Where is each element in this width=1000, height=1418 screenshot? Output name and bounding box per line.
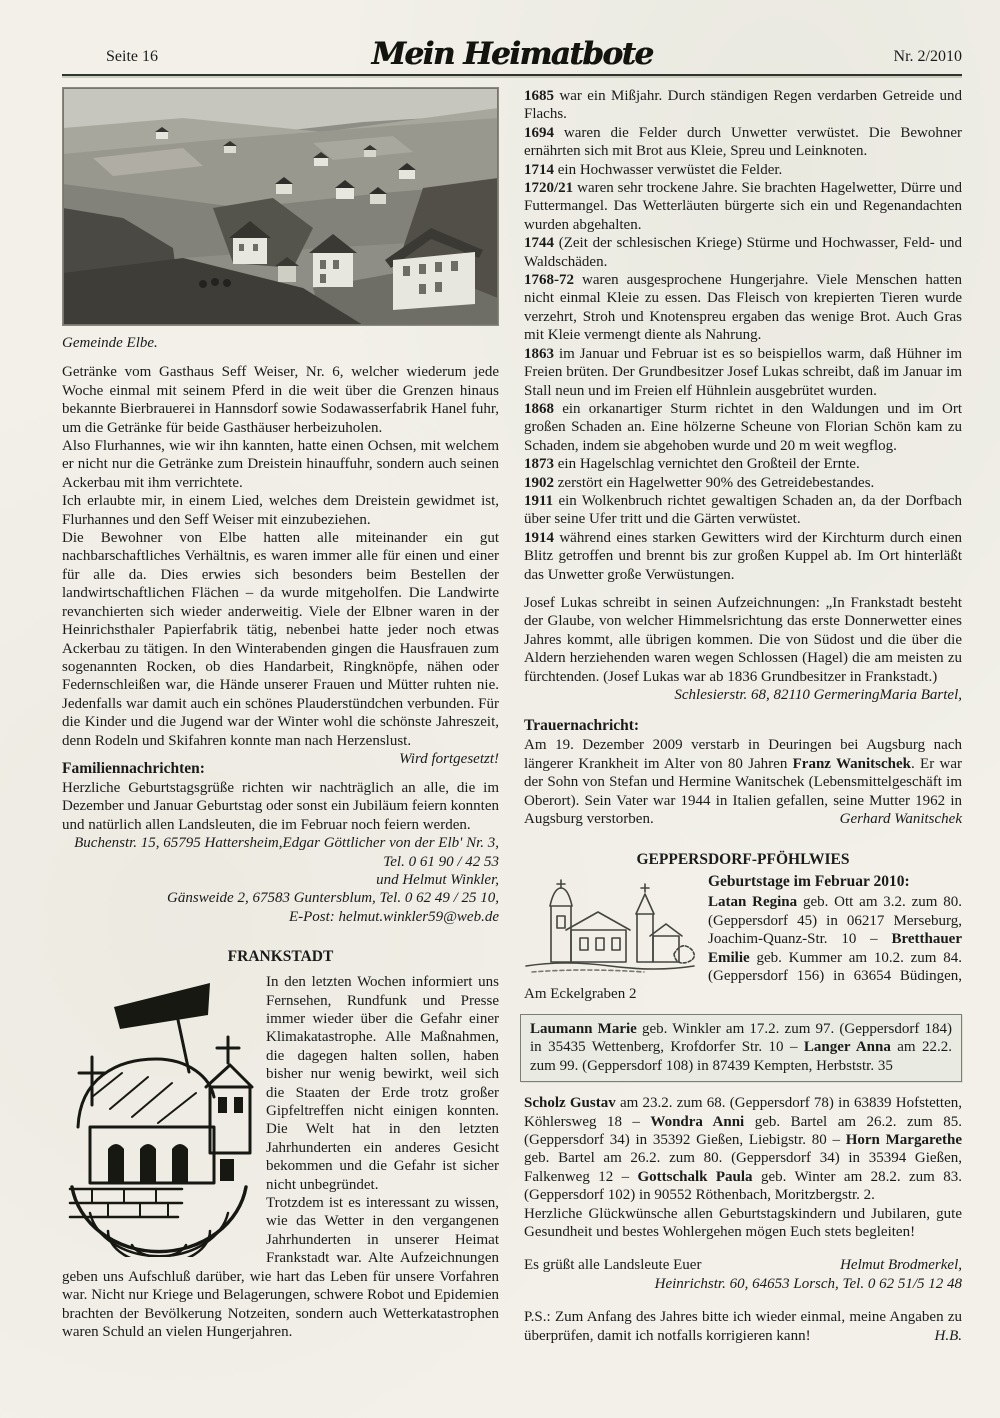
- article-paragraph: In den letzten Wochen informiert uns Fernsehen, Rundfunk und Presse immer wieder über die Gefahr einer Klimakatastrophe. Alle Maßnahmen, die dagegen halten sollen, haben bisher nur wenig bewirkt, weil sich die Staaten der Erde trotz großer Gipfeltreffen nicht einigen konnten. Die Welt hat in den letzten Jahrhunderten ein anderes Gesicht bekommen und die Gefahr ist sicher nicht unbegründet.: [266, 974, 499, 1193]
- chronicle-year: 1868: [524, 400, 554, 417]
- chronicle-text: (Zeit der schlesischen Kriege) Stürme und Hochwasser, Feld- und Waldschäden.: [524, 235, 962, 270]
- village-photo-illustration: [63, 88, 498, 325]
- signature-line: E-Post: helmut.winkler59@web.de: [288, 908, 499, 925]
- geppersdorf-heading: GEPPERSDORF-PFÖHLWIES: [636, 851, 850, 869]
- wishes-paragraph: Herzliche Glückwünsche allen Geburtstagskindern und Jubilaren, gute Gesundheit und bestes Wohlergehen mögen Euch stets begleiten!: [524, 1205, 962, 1240]
- chronicle-text: ein orkanartiger Sturm richtet in den Waldungen und im Ort großen Schaden an. Eine hölzerne Scheune von Florian Schön kam zu Schaden, indem sie abgehoben wurde und 20 m weit wegflog.: [524, 400, 962, 454]
- signature-line: und Helmut Winkler,: [376, 871, 499, 888]
- familien-heading: Familiennachrichten:: [62, 759, 205, 777]
- continued-note: Wird fortgesetzt!: [399, 750, 499, 767]
- signature-line: Buchenstr. 15, 65795 Hattersheim, Tel. 0 61 90 / 42 53: [74, 835, 499, 870]
- photo-caption: Gemeinde Elbe.: [62, 335, 158, 351]
- birthdays-boxed-paragraph: Laumann Marie geb. Winkler am 17.2. zum 97. (Geppersdorf 184) in 35435 Wettenberg, Krofdorfer Str. 10 – Langer Anna am 22.2. zum 99. (Geppersdorf 108) in 87439 Kempten, Herbststr. 35: [530, 1020, 953, 1074]
- paragraph-text: Die Bewohner von Elbe hatten alle miteinander ein gut nachbarschaftliches Verhältnis, es waren immer alle für einen und einer für alle da. Dies erwies sich besonders beim Bestellen der landwirtschaftlichen Flächen – da wurde mitgeholfen. Die Landwirte revanchierten sich wieder anderweitig. Viele der Elbner waren in der Heinrichsthaler Papierfabrik tätig, nebenbei hatte jeder noch etwas Ackerbau zu tätigen. In den Winterabenden gingen die Hausfrauen zum sogenannten Rocken, ob dies Handarbeit, Ringknöpfe, nähen oder Federnschleißen war, die Hände unserer Frauen und Mütter ruhten nie. Jedenfalls war damit auch ein schönes Plauderstündchen verbunden. Für die Kinder und die Jugend war der Winter wohl die schönste Jahreszeit, denn Rodeln und Skifahren konnte man nach Herzenslust.: [62, 530, 499, 749]
- closing-line: [524, 1256, 962, 1274]
- article-paragraph: Ich erlaubte mir, in einem Lied, welches dem Dreistein gewidmet ist, Flurhannes und den Seff Weiser mit einzubeziehen.: [62, 493, 499, 528]
- chronicle-entry: [524, 161, 962, 179]
- page-number: Seite 16: [106, 48, 158, 65]
- signature-line: Maria Bartel,: [879, 687, 962, 703]
- chronicle-entry: [524, 179, 962, 234]
- chronicle-text: ein Hochwasser verwüstet die Felder.: [554, 161, 783, 178]
- ps-initials: H.B.: [934, 1327, 962, 1344]
- chronicle-entry: [524, 400, 962, 455]
- right-column: [524, 87, 962, 1345]
- masthead-title: Mein Heimatbote: [371, 36, 653, 72]
- geppersdorf-section: [524, 872, 962, 1003]
- frankstadt-crest-drawing: [62, 977, 254, 1257]
- chronicle-entry: [524, 234, 962, 271]
- chronicle-text: war ein Mißjahr. Durch ständigen Regen verdarben Getreide und Flachs.: [524, 88, 962, 123]
- chronicle-entry: [524, 529, 962, 584]
- chronicle-entry: [524, 124, 962, 161]
- chronicle-entry: [524, 87, 962, 124]
- issue-number: Nr. 2/2010: [893, 48, 962, 65]
- article-paragraph: Getränke vom Gasthaus Seff Weiser, Nr. 6, welcher wiederum jede Woche einmal mit seinem Pferd in die weit über die Grenzen hinaus bekannte Bierbrauerei in Hannsdorf sowie Sodawasserfabrik Hanel fuhr, um die Getränke für beide Gasthäuser herbeizuholen.: [62, 364, 499, 436]
- chronicle-year: 1714: [524, 161, 554, 178]
- newspaper-page: [62, 0, 962, 1345]
- chronicle-year: 1685: [524, 88, 554, 104]
- signature-line: Schlesierstr. 68, 82110 Germering: [674, 687, 880, 703]
- chronicle-text: im Januar und Februar ist es so beispiellos warm, daß Hühner im Freien brüten. Der Grundbesitzer Josef Lukas schreibt, daß im Januar im Stall neun und im Freien elf Hühnlein ausgebrütet wurden.: [524, 345, 962, 399]
- signature-line: Gänsweide 2, 67583 Guntersblum, Tel. 0 62 49 / 25 10,: [167, 890, 499, 907]
- chronicle-year: 1863: [524, 345, 554, 362]
- left-column: [62, 87, 499, 1345]
- chronicle-entry: [524, 474, 962, 492]
- chronicle-text: ein Hagelschlag vernichtet den Großteil der Ernte.: [554, 456, 860, 473]
- signature-line: Gerhard Wanitschek: [839, 811, 962, 828]
- article-paragraph: Also Flurhannes, wie wir ihn kannten, hatte einen Ochsen, mit welchem er nicht nur die Getränke zum Dreistein hinauffuhr, sondern auch seinen Ackerbau mit ihm verrichtete.: [62, 438, 499, 491]
- signature-line: Edgar Göttlicher von der Elb' Nr. 3,: [282, 835, 499, 852]
- paragraph-text: Josef Lukas schreibt in seinen Aufzeichnungen: „In Frankstadt besteht der Glaube, von welcher Himmelsrichtung das erste Donnerwetter eines Jahres kommt, alle übrigen kommen. Die von Südost und die über die Aldern herziehenden waren wegen Schlossen (Hagel) die am meisten zu fürchtenden. (Josef Lukas war ab 1836 Grundbesitzer in Frankstadt.): [524, 594, 962, 685]
- chronicle-year: 1873: [524, 456, 554, 473]
- highlight-box: [520, 1014, 962, 1082]
- chronicle-text: während eines starken Gewitters wird der Kirchturm durch einen Blitz getroffen und brennt bis zur großen Kuppel ab. Im Ort hinterläßt das Unwetter große Verwüstungen.: [524, 529, 962, 583]
- article-paragraph: Trotzdem ist es interessant zu wissen, wie das Wetter in den vergangenen Jahrhunderten in unserer Heimat Frankstadt war. Alte Aufzeichnungen geben uns Aufschluß darüber, wie hart das Leben für unsere Vorfahren war. Nicht nur Kriege und Belagerungen, schwere Robot und Epidemien brachten der Bevölkerung Notzeiten, sondern auch Wetterkatastrophen waren Schuld an vielen Hungerjahren.: [62, 1195, 499, 1340]
- chronicle-text: waren ausgesprochene Hungerjahre. Viele Menschen hatten nicht einmal Kleie zu essen. Das Fleisch von krepierten Tieren wurde verzehrt, Stroh und Knotenspreu ergaben das wenige Brot. Auch Gras mit Kleie vermengt diente als Nahrung.: [524, 272, 962, 344]
- signature-line: Helmut Brodmerkel,: [840, 1257, 962, 1274]
- chronicle-text: waren die Felder durch Unwetter verwüstet. Die Bewohner ernährten sich mit Brot aus Kleie, Spreu und Leinknoten.: [524, 124, 962, 160]
- chronicle-year: 1902: [524, 474, 554, 491]
- trauer-heading: Trauernachricht:: [524, 717, 640, 735]
- chronicle-year: 1914: [524, 529, 554, 546]
- chronicle-year: 1911: [524, 492, 554, 509]
- chronicle-text: waren sehr trockene Jahre. Sie brachten Hagelwetter, Dürre und Futtermangel. Das Wetterläuten bürgerte sich ein und Regenandachten wurden abgehalten.: [524, 180, 962, 233]
- chronicle-year: 1720/21: [524, 180, 574, 197]
- birthdays-paragraph: Latan Regina geb. Ott am 3.2. zum 80. (Geppersdorf 45) in 06217 Merseburg, Joachim-Quanz-Str. 10 – Bretthauer Emilie geb. Kummer am 10.2. zum 84. (Geppersdorf 156) in 63654 Büdingen, Am Eckelgraben 2: [524, 894, 962, 1003]
- chronicle-year: 1744: [524, 235, 554, 252]
- paragraph-text: Am 19. Dezember 2009 verstarb in Deuringen bei Augsburg nach längerer Krankheit im Alter von 80 Jahren Franz Wanitschek. Er war der Sohn von Stefan und Hermine Wanitschek (Lebensmittelgeschäft im Oberort). Sein Vater war 1944 in Italien gefallen, seine Mutter 1962 in Augsburg verstorben.: [524, 737, 962, 828]
- geppersdorf-church-drawing: [524, 874, 696, 976]
- familien-body: [62, 779, 499, 852]
- frankstadt-section: [62, 973, 499, 1341]
- chronicle-text: ein Wolkenbruch richtet gewaltigen Schaden an, da der Dorfbach über seine Ufer tritt und die Gärten verwüstet.: [524, 492, 962, 528]
- article-paragraph: [62, 529, 499, 767]
- trauer-body: [524, 736, 962, 828]
- frankstadt-heading: FRANKSTADT: [227, 948, 334, 966]
- village-photo: [62, 87, 499, 326]
- chronicle-entry: [524, 345, 962, 400]
- page-header: [62, 0, 962, 74]
- chronicle-text: zerstört ein Hagelwetter 90% des Getreidebestandes.: [554, 474, 875, 491]
- header-rule: [62, 74, 962, 76]
- paragraph-text: Herzliche Geburtstagsgrüße richten wir nachträglich an alle, die im Dezember und Januar Geburtstag oder sonst ein Jubiläum feiern konnten und natürlich allen Landsleuten, die im Februar noch feiern werden.: [62, 779, 499, 833]
- chronicle-entry: [524, 455, 962, 473]
- chronicle-entry: [524, 271, 962, 345]
- closing-text: Es grüßt alle Landsleute Euer: [524, 1257, 702, 1274]
- paragraph-text: P.S.: Zum Anfang des Jahres bitte ich wieder einmal, meine Angaben zu überprüfen, damit ich notfalls korrigieren kann!: [524, 1309, 962, 1344]
- birthdays-subheading: Geburtstage im Februar 2010:: [708, 873, 910, 891]
- chronicle-entry: [524, 492, 962, 529]
- chronicle-year: 1694: [524, 124, 554, 141]
- ps-paragraph: [524, 1308, 962, 1345]
- article-columns: [62, 87, 962, 1345]
- birthdays-paragraph: Scholz Gustav am 23.2. zum 68. (Geppersdorf 78) in 63839 Hofstetten, Köhlersweg 18 – Wondra Anni geb. Bartel am 26.2. zum 85. (Geppersdorf 34) in 35392 Gießen, Liebigstr. 80 – Horn Margarethe geb. Bartel am 26.2. zum 80. (Geppersdorf 34) in 35394 Gießen, Falkenweg 12 – Gottschalk Paula geb. Winter am 28.2. zum 83. (Geppersdorf 102) in 90552 Röthenbach, Moritzbergstr. 2.: [524, 1095, 962, 1204]
- signature-line: Heinrichstr. 60, 64653 Lorsch, Tel. 0 62 51/5 12 48: [654, 1275, 962, 1292]
- chronicle-year: 1768-72: [524, 272, 574, 289]
